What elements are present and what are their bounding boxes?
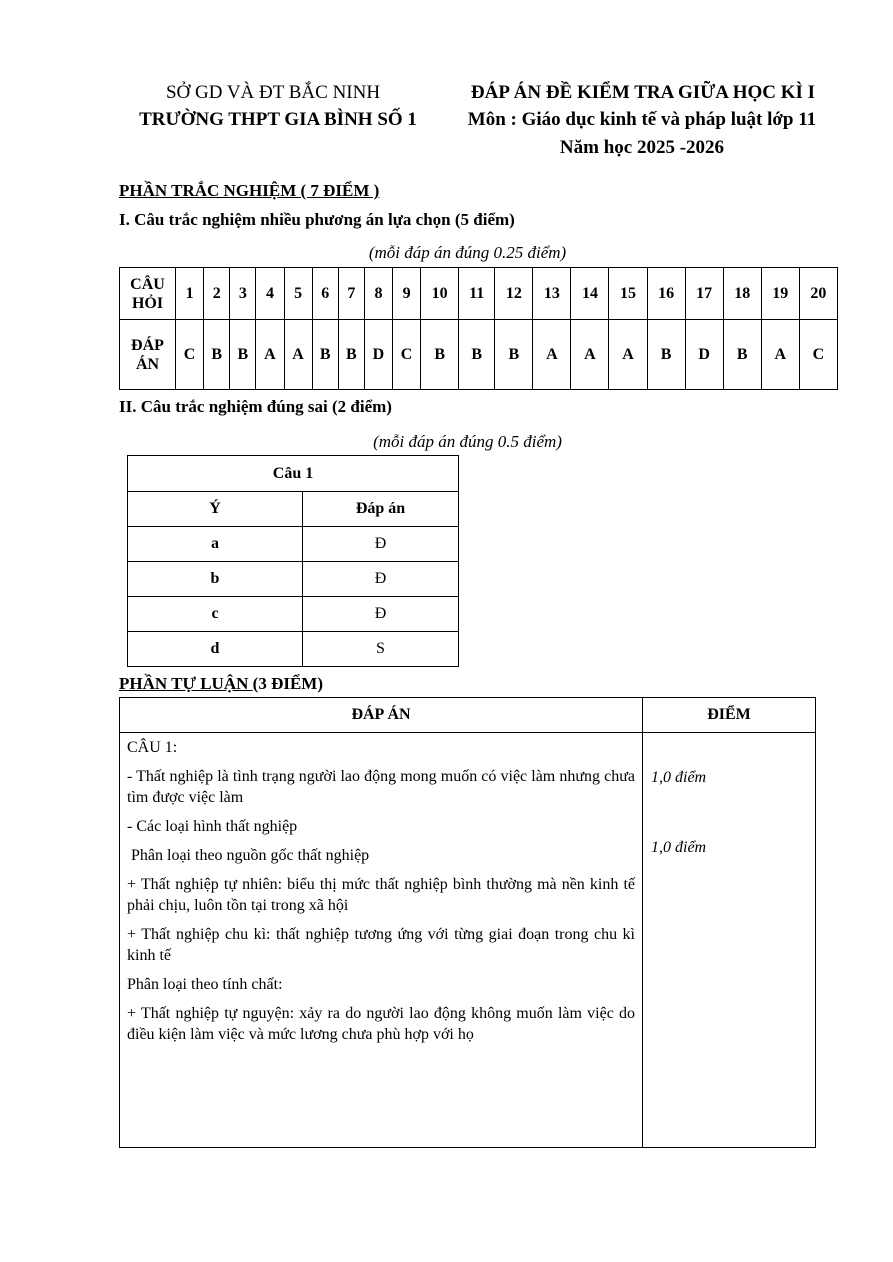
mcq-answer-letter: B: [338, 320, 364, 390]
true-false-table: [127, 455, 459, 667]
mcq-question-number: 16: [647, 268, 685, 320]
mcq-question-label: CÂU HỎI: [120, 268, 176, 320]
essay-line: Phân loại theo tính chất:: [127, 976, 283, 993]
essay-line: + Thất nghiệp tự nhiên: biểu thị mức thất nghiệp bình thường mà nền kinh tế phải chịu, luôn tồn tại trong xã hội: [127, 876, 635, 914]
mcq-question-number: 17: [685, 268, 723, 320]
part2-title-rest: (3 ĐIỂM): [252, 674, 324, 693]
section1-note: (mỗi đáp án đúng 0.25 điểm): [368, 243, 567, 262]
tf-item: a: [128, 527, 303, 562]
tf-question-title: Câu 1: [128, 456, 459, 492]
mcq-question-number: 1: [176, 268, 204, 320]
mcq-question-number: 10: [421, 268, 459, 320]
mcq-question-number: 7: [338, 268, 364, 320]
mcq-question-number: 4: [256, 268, 284, 320]
tf-header-question: [128, 456, 459, 492]
mcq-question-number: 8: [364, 268, 392, 320]
mcq-answer-letter: C: [393, 320, 421, 390]
mcq-answer-letter: A: [284, 320, 312, 390]
section1-title: I. Câu trắc nghiệm nhiều phương án lựa chọn (5 điểm): [119, 210, 515, 229]
section2-note: (mỗi đáp án đúng 0.5 điểm): [373, 432, 562, 451]
mcq-answer-letter: A: [571, 320, 609, 390]
tf-answer: Đ: [303, 597, 459, 632]
mcq-answer-table: [119, 267, 838, 390]
essay-point: 1,0 điểm: [651, 839, 707, 856]
essay-point: 1,0 điểm: [651, 769, 707, 786]
table-row: [128, 527, 459, 562]
essay-answer-body: [120, 733, 643, 1148]
essay-line: Phân loại theo nguồn gốc thất nghiệp: [127, 847, 370, 864]
mcq-question-number: 13: [533, 268, 571, 320]
mcq-question-number: 5: [284, 268, 312, 320]
tf-answer: S: [303, 632, 459, 667]
mcq-answer-letter: B: [723, 320, 761, 390]
essay-line: - Thất nghiệp là tình trạng người lao động mong muốn có việc làm nhưng chưa tìm được việc làm: [127, 768, 635, 806]
mcq-answer-letter: B: [459, 320, 495, 390]
essay-answer-table: [119, 697, 816, 1148]
mcq-answer-letter: B: [230, 320, 256, 390]
tf-item: c: [128, 597, 303, 632]
mcq-answer-letter: B: [495, 320, 533, 390]
tf-item: d: [128, 632, 303, 667]
mcq-question-number: 3: [230, 268, 256, 320]
part2-title: [119, 673, 323, 695]
essay-line: - Các loại hình thất nghiệp: [127, 818, 298, 835]
mcq-question-number: 11: [459, 268, 495, 320]
mcq-answer-label: ĐÁP ÁN: [120, 320, 176, 390]
essay-col-answer: ĐÁP ÁN: [120, 698, 643, 733]
mcq-answer-letter: A: [609, 320, 647, 390]
essay-line: + Thất nghiệp tự nguyện: xảy ra do người lao động không muốn làm việc do điều kiện làm việc và mức lương chưa phù hợp với họ: [127, 1005, 635, 1043]
table-row: [128, 562, 459, 597]
mcq-question-number: 12: [495, 268, 533, 320]
mcq-answer-letter: A: [761, 320, 799, 390]
tf-answer: Đ: [303, 562, 459, 597]
section2-title: II. Câu trắc nghiệm đúng sai (2 điểm): [119, 397, 392, 416]
tf-col-answer: Đáp án: [303, 492, 459, 527]
mcq-answer-letter: D: [364, 320, 392, 390]
mcq-question-row: [120, 268, 838, 320]
tf-answer: Đ: [303, 527, 459, 562]
essay-col-points: ĐIỂM: [643, 698, 816, 733]
tf-col-y: Ý: [128, 492, 303, 527]
mcq-question-number: 2: [204, 268, 230, 320]
header-left-line2: TRƯỜNG THPT GIA BÌNH SỐ 1: [139, 109, 417, 130]
mcq-question-number: 15: [609, 268, 647, 320]
mcq-answer-letter: C: [799, 320, 837, 390]
table-row: [128, 632, 459, 667]
mcq-question-number: 9: [393, 268, 421, 320]
table-row: [128, 597, 459, 632]
header-right-line2: Môn : Giáo dục kinh tế và pháp luật lớp 11: [467, 109, 817, 130]
header-right-line3: Năm học 2025 -2026: [559, 137, 725, 158]
mcq-question-number: 20: [799, 268, 837, 320]
essay-points-cell: [643, 733, 816, 1148]
essay-line: CÂU 1:: [127, 739, 178, 756]
mcq-question-number: 14: [571, 268, 609, 320]
mcq-answer-row: [120, 320, 838, 390]
mcq-answer-letter: D: [685, 320, 723, 390]
mcq-answer-letter: A: [256, 320, 284, 390]
header-right-line1: ĐÁP ÁN ĐỀ KIỂM TRA GIỮA HỌC KÌ I: [470, 82, 816, 103]
mcq-question-number: 6: [312, 268, 338, 320]
mcq-answer-letter: B: [421, 320, 459, 390]
part1-title: PHẦN TRẮC NGHIỆM ( 7 ĐIỂM ): [119, 181, 380, 200]
tf-header-cols: [128, 492, 459, 527]
essay-body-row: [120, 733, 816, 1148]
mcq-question-number: 18: [723, 268, 761, 320]
mcq-answer-letter: B: [204, 320, 230, 390]
part2-title-underlined: PHẦN TỰ LUẬN: [119, 674, 253, 693]
mcq-answer-letter: C: [176, 320, 204, 390]
mcq-answer-letter: B: [647, 320, 685, 390]
mcq-question-number: 19: [761, 268, 799, 320]
essay-line: + Thất nghiệp chu kì: thất nghiệp tương ứng với từng giai đoạn trong chu kì kinh tế: [127, 926, 635, 964]
essay-header-row: [120, 698, 816, 733]
mcq-answer-letter: B: [312, 320, 338, 390]
header-left-line1: SỞ GD VÀ ĐT BẮC NINH: [165, 82, 381, 103]
tf-item: b: [128, 562, 303, 597]
mcq-answer-letter: A: [533, 320, 571, 390]
